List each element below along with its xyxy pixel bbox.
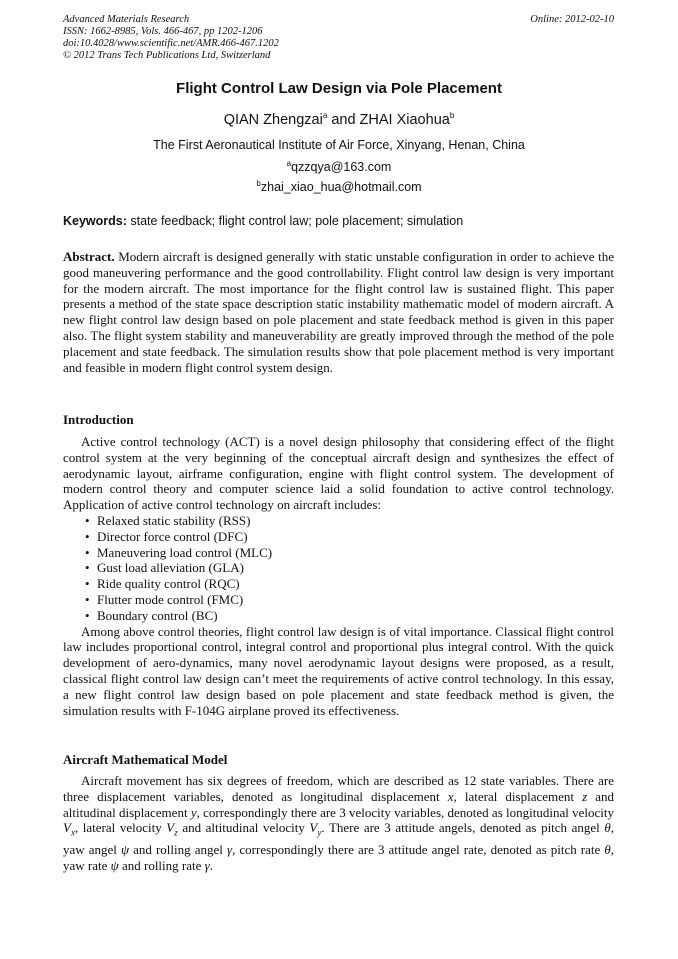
model-text-segment: γ	[204, 857, 210, 873]
list-item: • Ride quality control (RQC)	[85, 576, 240, 592]
journal-header	[63, 14, 279, 62]
model-text-segment: and altitudinal velocity	[177, 820, 310, 836]
keywords-label: Keywords:	[63, 214, 127, 228]
email-1-sup: a	[286, 159, 292, 168]
model-text-segment: x	[70, 827, 75, 838]
journal-name: Advanced Materials Research	[63, 14, 190, 25]
act-list	[63, 513, 614, 624]
model-text-segment: , yaw angel	[63, 820, 614, 857]
model-text-segment: , correspondingly there are 3 velocity variables, denoted as longitudinal velocity	[196, 804, 614, 820]
model-text-segment: , yaw rate	[63, 841, 614, 873]
model-text-segment: θ	[604, 841, 611, 857]
list-item: • Boundary control (BC)	[85, 607, 218, 623]
model-text-segment: and rolling rate	[118, 857, 205, 873]
model-text-segment: ψ	[120, 841, 130, 857]
list-item: • Relaxed static stability (RSS)	[85, 512, 251, 528]
intro-paragraph-2: Among above control theories, flight control law design is of vital importance. Classical flight control law includes proportional control, integral control and proportional plus integral control. With the quick development of aero-dynamics, many novel aerodynamic layout designs were proposed, as a result, classical flight control law design can’t meet the requirements of active control technology. In this essay, a new flight control law design based on pole placement and state feedback method is given, the simulation results with F-104G airplane proved its effectiveness.	[63, 623, 614, 718]
copyright: © 2012 Trans Tech Publications Ltd, Switzerland	[63, 50, 271, 61]
email-2-text: zhai_xiao_hua@hotmail.com	[260, 180, 422, 195]
online-date: Online: 2012-02-10	[530, 14, 614, 25]
model-body	[63, 773, 614, 873]
model-text-segment: . There are 3 attitude angels, denoted as pitch angel	[321, 820, 605, 836]
author-2-sup: b	[449, 111, 455, 120]
model-text-segment: V	[63, 820, 71, 836]
list-item: • Maneuvering load control (MLC)	[85, 544, 273, 560]
author-1: QIAN Zhengzai	[223, 111, 323, 128]
model-text-segment: , correspondingly there are 3 attitude angel rate, denoted as pitch rate	[232, 841, 605, 857]
model-text-segment: θ	[604, 820, 611, 836]
introduction-body	[63, 434, 614, 718]
paper-title: Flight Control Law Design via Pole Placement	[176, 80, 502, 97]
model-text-segment: , lateral velocity	[74, 820, 167, 836]
model-text-segment: , lateral displacement	[453, 788, 583, 804]
list-item: • Gust load alleviation (GLA)	[85, 560, 244, 576]
intro-paragraph-1: Active control technology (ACT) is a novel design philosophy that considering effect of the flight control system at the very beginning of the conceptual aircraft design and synthesizes the effect of aerodynamic layout, airframe configuration, engine with flight control system. The development of modern control theory and computer science laid a solid foundation to active control technology. Application of active control technology on aircraft includes:	[63, 434, 614, 513]
model-text-segment: V	[309, 820, 318, 836]
keywords-text: state feedback; flight control law; pole placement; simulation	[126, 214, 464, 228]
email-1-text: qzzqya@163.com	[291, 160, 392, 175]
model-text-segment: Aircraft movement has six degrees of freedom, which are described as 12 state variables. There are three displacement variables, denoted as longitudinal displacement	[63, 773, 614, 804]
model-paragraph	[63, 773, 614, 873]
abstract	[63, 249, 614, 375]
author-2: ZHAI Xiaohua	[359, 111, 450, 128]
model-text-segment: z	[582, 788, 588, 804]
model-text-segment: y	[190, 804, 197, 820]
list-item: • Director force control (DFC)	[85, 528, 248, 544]
model-text-segment: ψ	[110, 857, 119, 873]
model-text-segment: .	[209, 857, 214, 873]
model-text-segment: x	[447, 788, 454, 804]
introduction-heading: Introduction	[63, 412, 134, 427]
model-text-segment: V	[166, 820, 175, 836]
model-heading: Aircraft Mathematical Model	[63, 752, 228, 767]
model-text-segment: and altitudinal displacement	[63, 788, 614, 820]
abstract-text: Modern aircraft is designed generally with static unstable configuration in order to achieve the good maneuvering performance and the good controllability. Flight control law design is very important for the modern aircraft. The most importance for the flight control law is sustained flight. This paper presents a method of the state space description static instability mathematic model of modern aircraft. A new flight control law design based on pole placement and state feedback method is given in this paper also. The flight system stability and maneuverability are greatly improved through the method of the pole placement and state feedback. The simulation results show that pole placement method is very important and feasible in modern flight control system design.	[63, 249, 614, 375]
issn: ISSN: 1662-8985, Vols. 466-467, pp 1202-1206	[63, 26, 263, 37]
abstract-label: Abstract.	[63, 249, 115, 264]
list-item: • Flutter mode control (FMC)	[85, 591, 244, 607]
keywords	[63, 214, 463, 228]
email-2-sup: b	[256, 179, 261, 188]
author-1-sup: a	[322, 111, 328, 120]
email-1	[0, 159, 678, 174]
model-text-segment: and rolling angel	[129, 841, 227, 857]
affiliation: The First Aeronautical Institute of Air Force, Xinyang, Henan, China	[153, 138, 525, 152]
model-text-segment: y	[317, 827, 322, 838]
author-and: and	[327, 111, 360, 128]
email-2	[0, 179, 678, 194]
model-text-segment: γ	[226, 841, 233, 857]
authors	[0, 111, 678, 128]
doi: doi:10.4028/www.scientific.net/AMR.466-467.1202	[63, 38, 279, 49]
model-text-segment: z	[174, 827, 178, 838]
